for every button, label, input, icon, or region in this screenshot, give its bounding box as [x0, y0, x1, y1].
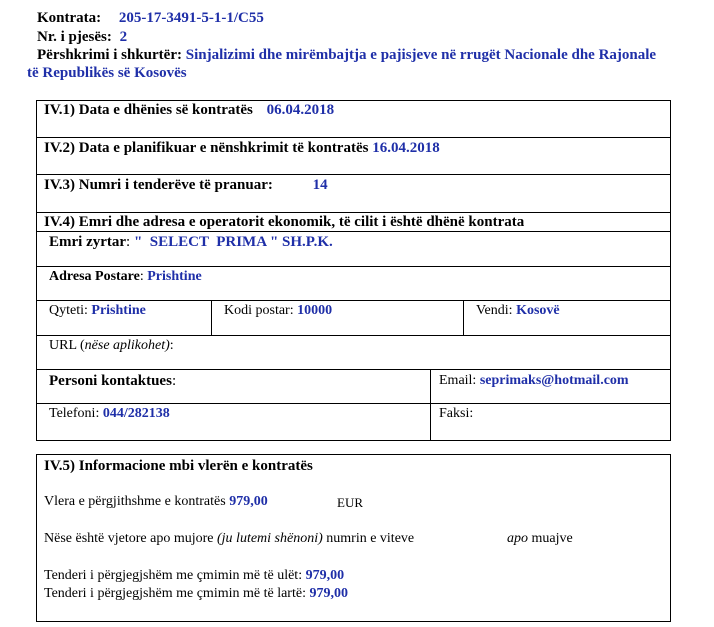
part-number: 2 — [119, 29, 128, 45]
postal-code-cell — [224, 303, 332, 319]
phone-value: 044/282138 — [102, 406, 170, 421]
official-name-colon: : — [126, 234, 131, 250]
short-description-text-cont: të Republikës së Kosovës — [27, 65, 187, 81]
postal-code-label: Kodi postar: — [224, 303, 294, 318]
award-date-row — [44, 102, 334, 119]
contract-line — [37, 10, 264, 27]
lowest-tender-row — [44, 568, 344, 584]
divider — [36, 231, 671, 232]
annual-note: (ju lutemi shënoni) — [217, 531, 323, 546]
country-label: Vendi: — [476, 303, 513, 318]
annual-monthly-row — [44, 531, 414, 547]
tenders-received-row — [44, 177, 328, 194]
short-description-line — [37, 47, 656, 64]
short-description-text: Sinjalizimi dhe mirëmbajtja e pajisjeve në rrugët Nacionale dhe Rajonale — [185, 47, 657, 63]
total-value-label: Vlera e përgjithshme e kontratës — [44, 494, 226, 509]
url-label: URL ( — [49, 338, 85, 353]
total-value-row — [44, 494, 268, 510]
contract-label: Kontrata: — [37, 10, 102, 26]
lowest-tender-value: 979,00 — [305, 568, 345, 583]
contract-value-heading: IV.5) Informacione mbi vlerën e kontratës — [44, 458, 313, 474]
url-row — [49, 338, 174, 354]
email-label: Email: — [439, 373, 477, 388]
country-value: Kosovë — [516, 303, 560, 318]
divider — [36, 174, 671, 175]
postal-address-label: Adresa Postare — [49, 269, 140, 284]
total-value: 979,00 — [229, 494, 268, 509]
annual-text: Nëse është vjetore apo mujore — [44, 531, 214, 546]
highest-tender-value: 979,00 — [309, 586, 348, 601]
postal-address-value: Prishtine — [147, 269, 202, 284]
official-name-row — [49, 234, 333, 251]
fax-label: Faksi: — [439, 406, 474, 421]
divider — [36, 335, 671, 336]
award-date-label: IV.1) Data e dhënies së kontratës — [44, 102, 253, 118]
highest-tender-row — [44, 586, 348, 602]
email-cell — [439, 373, 629, 389]
highest-tender-label: Tenderi i përgjegjshëm me çmimin më të lartë: — [44, 586, 306, 601]
divider — [463, 300, 464, 335]
tenders-received-label: IV.3) Numri i tenderëve të pranuar: — [44, 177, 273, 193]
divider — [36, 300, 671, 301]
email-value: seprimaks@hotmail.com — [479, 373, 629, 388]
signing-date-value: 16.04.2018 — [372, 140, 440, 156]
official-name-value: " SELECT PRIMA " SH.P.K. — [133, 234, 333, 250]
annual-or: apo — [507, 531, 528, 546]
city-value: Prishtine — [91, 303, 146, 318]
annual-months: muajve — [531, 531, 573, 546]
part-label: Nr. i pjesës: — [37, 29, 112, 45]
official-name-label: Emri zyrtar — [49, 234, 127, 250]
country-cell — [476, 303, 560, 319]
postal-address-row — [49, 269, 202, 285]
contact-person-label: Personi kontaktues — [49, 373, 172, 389]
divider — [36, 369, 671, 370]
divider — [36, 266, 671, 267]
tenders-received-value: 14 — [312, 177, 328, 193]
divider — [36, 403, 671, 404]
short-description-label: Përshkrimi i shkurtër: — [37, 47, 182, 63]
part-line — [37, 29, 127, 46]
url-label-colon: : — [169, 338, 174, 353]
divider — [36, 137, 671, 138]
divider — [211, 300, 212, 335]
award-date-value: 06.04.2018 — [266, 102, 335, 118]
lowest-tender-label: Tenderi i përgjegjshëm me çmimin më të ulët: — [44, 568, 303, 583]
postal-code-value: 10000 — [297, 303, 333, 318]
postal-address-colon: : — [139, 269, 144, 284]
currency: EUR — [337, 495, 363, 510]
divider — [430, 369, 431, 441]
annual-years-text: numrin e viteve — [326, 531, 415, 546]
divider — [36, 212, 671, 213]
url-label-note: nëse aplikohet) — [84, 338, 170, 353]
city-label: Qyteti: — [49, 303, 88, 318]
city-cell — [49, 303, 146, 319]
contact-person-row — [49, 373, 176, 390]
annual-months-cell — [507, 531, 573, 547]
fax-cell — [439, 406, 473, 422]
contract-number: 205-17-3491-5-1-1/C55 — [118, 10, 264, 26]
contact-person-colon: : — [171, 373, 177, 389]
signing-date-row — [44, 140, 440, 157]
operator-heading: IV.4) Emri dhe adresa e operatorit ekonomik, të cilit i është dhënë kontrata — [44, 214, 525, 230]
phone-cell — [49, 406, 170, 422]
signing-date-label: IV.2) Data e planifikuar e nënshkrimit të kontratës — [44, 140, 369, 156]
phone-label: Telefoni: — [49, 406, 100, 421]
